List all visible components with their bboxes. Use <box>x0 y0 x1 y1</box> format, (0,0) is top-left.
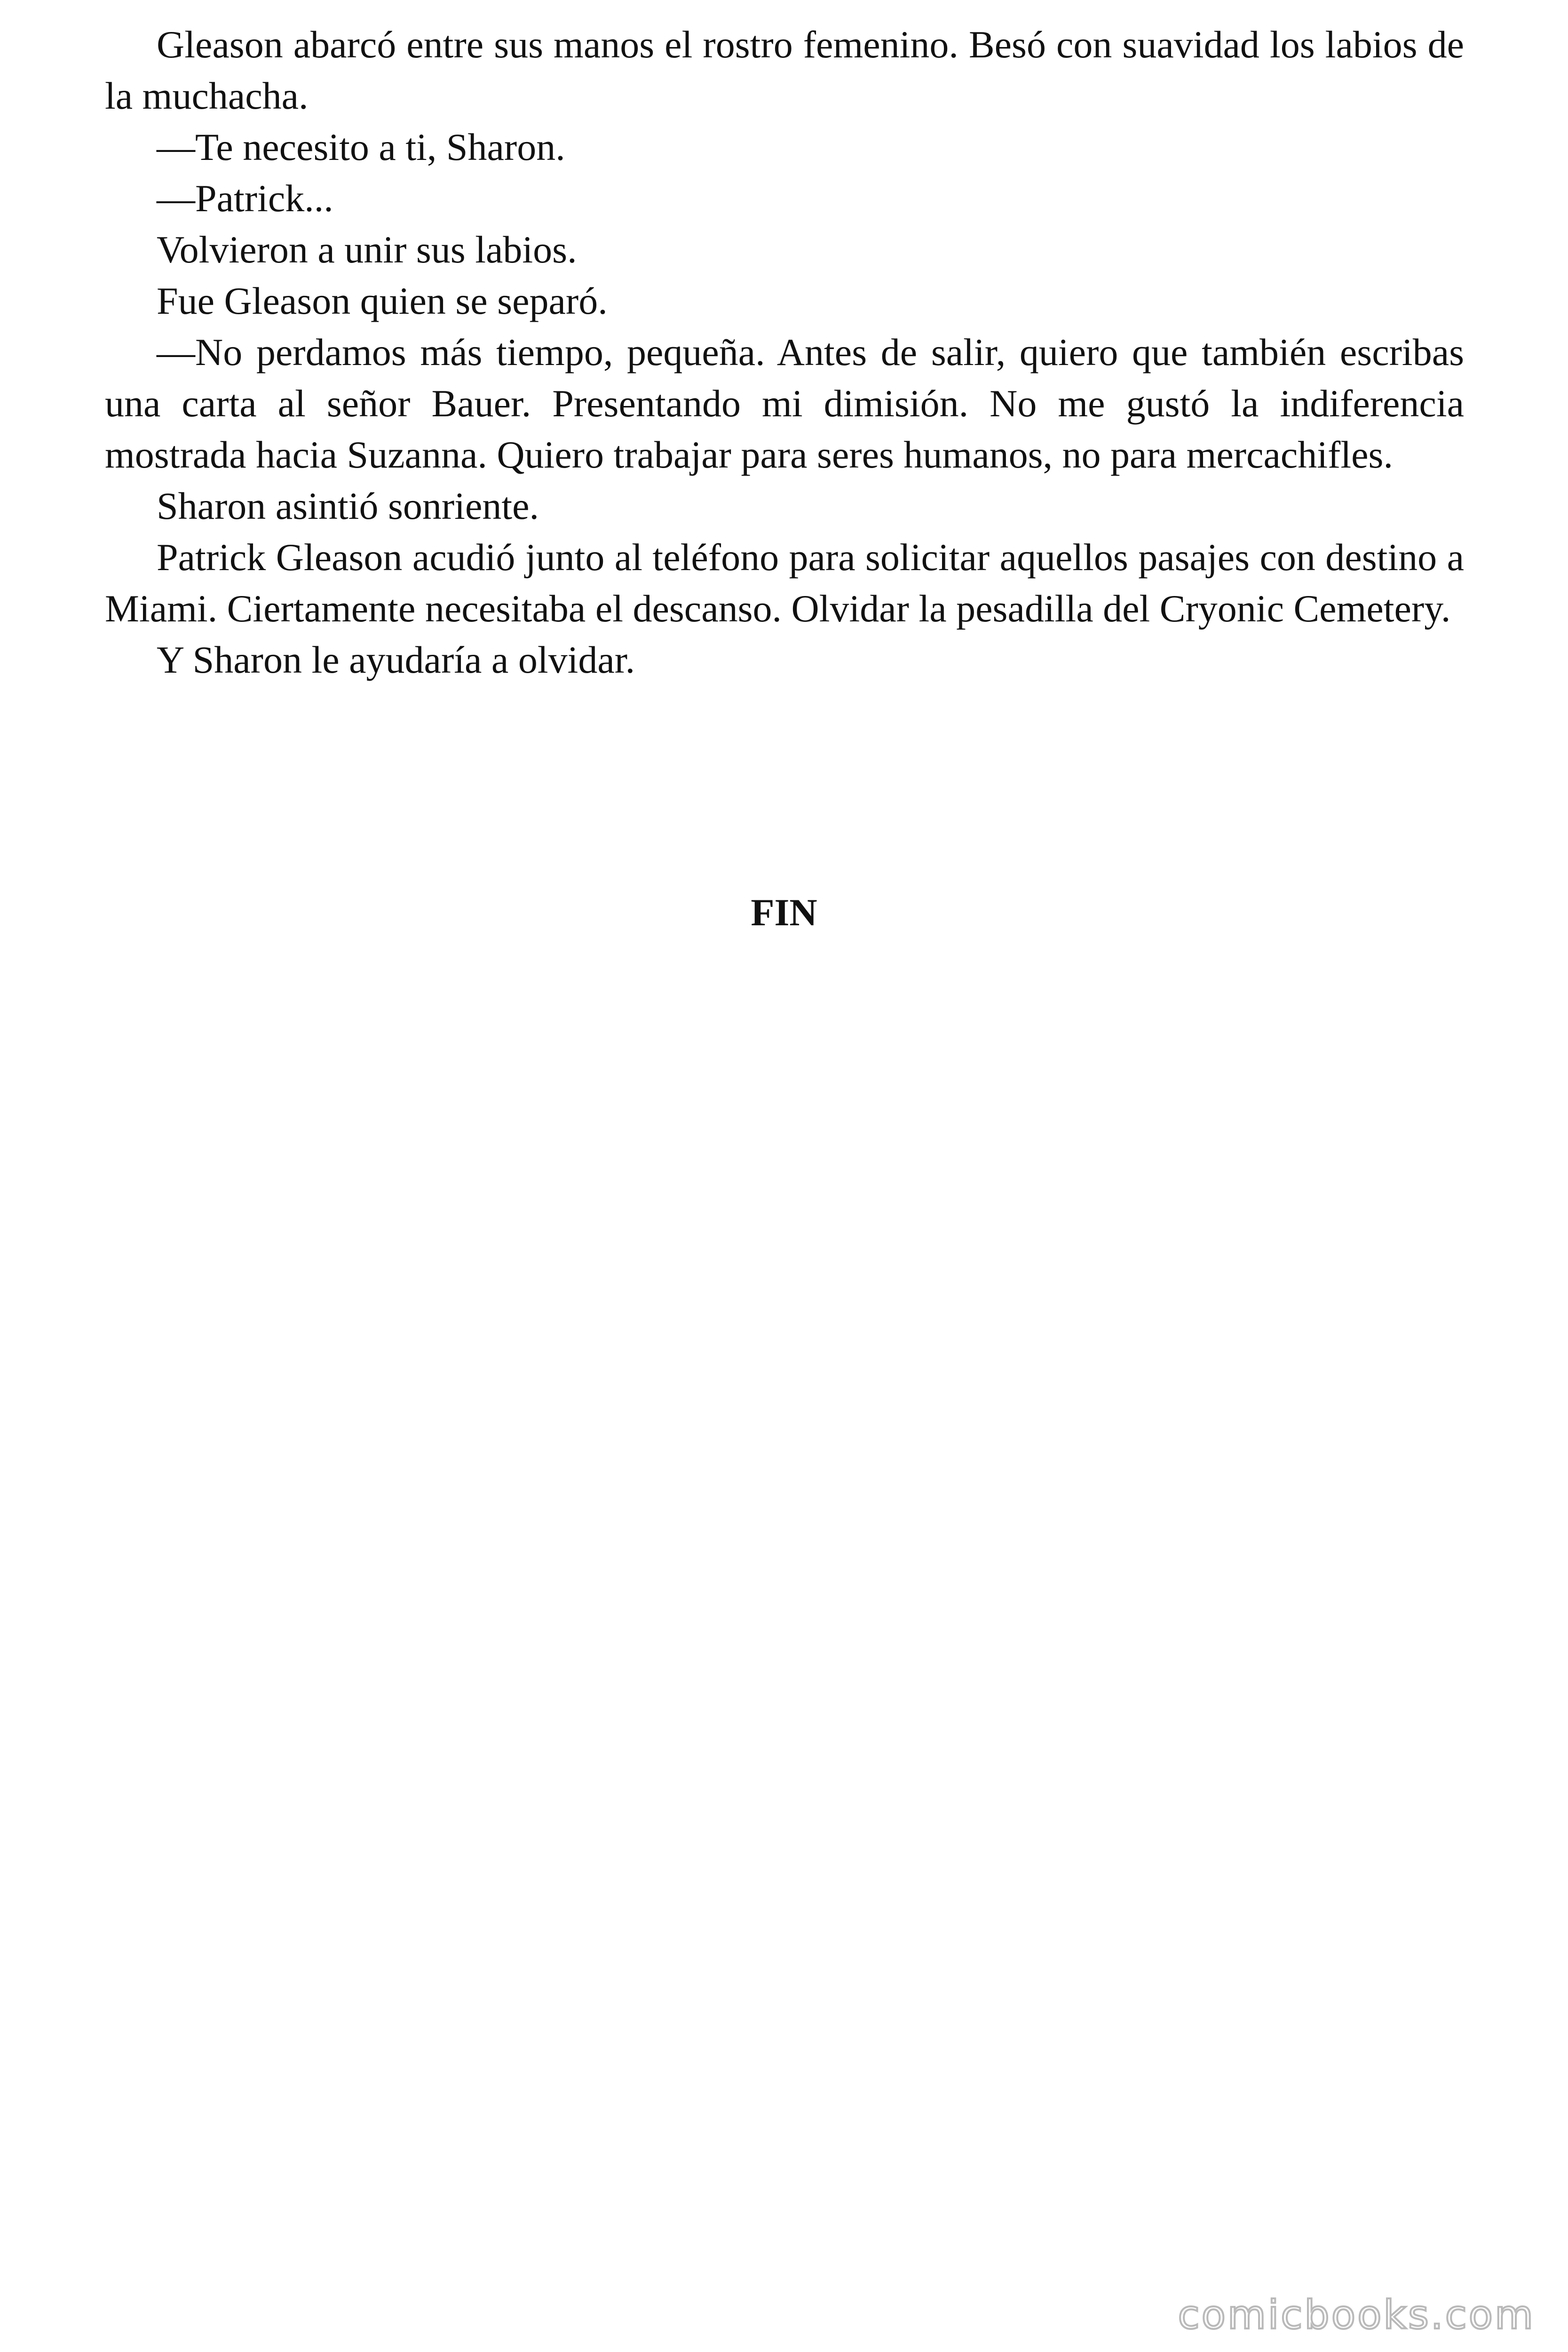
paragraph: Fue Gleason quien se separó. <box>157 279 608 322</box>
paragraph: —Te necesito a ti, Sharon. <box>157 126 565 168</box>
paragraph: Volvieron a unir sus labios. <box>157 228 577 271</box>
paragraph: Gleason abarcó entre sus manos el rostro femenino. Besó con suavidad los labios de la muchacha. <box>105 23 1464 117</box>
paragraph: Y Sharon le ayudaría a olvidar. <box>157 638 635 681</box>
story-text <box>105 19 1464 685</box>
paragraph: Sharon asintió sonriente. <box>157 485 539 527</box>
watermark: comicbooks.com <box>1178 2292 1535 2338</box>
paragraph: —No perdamos más tiempo, pequeña. Antes de salir, quiero que también escribas una carta al señor Bauer. Presentando mi dimisión. No me gustó la indiferencia mostrada hacia Suzanna. Quiero trabajar para seres humanos, no para mercachifles. <box>105 331 1464 476</box>
paragraph: Patrick Gleason acudió junto al teléfono para solicitar aquellos pasajes con destino a Miami. Ciertamente necesitaba el descanso. Olvidar la pesadilla del Cryonic Cemetery. <box>105 536 1464 630</box>
ending-heading: FIN <box>751 891 817 934</box>
paragraph: —Patrick... <box>157 177 333 220</box>
